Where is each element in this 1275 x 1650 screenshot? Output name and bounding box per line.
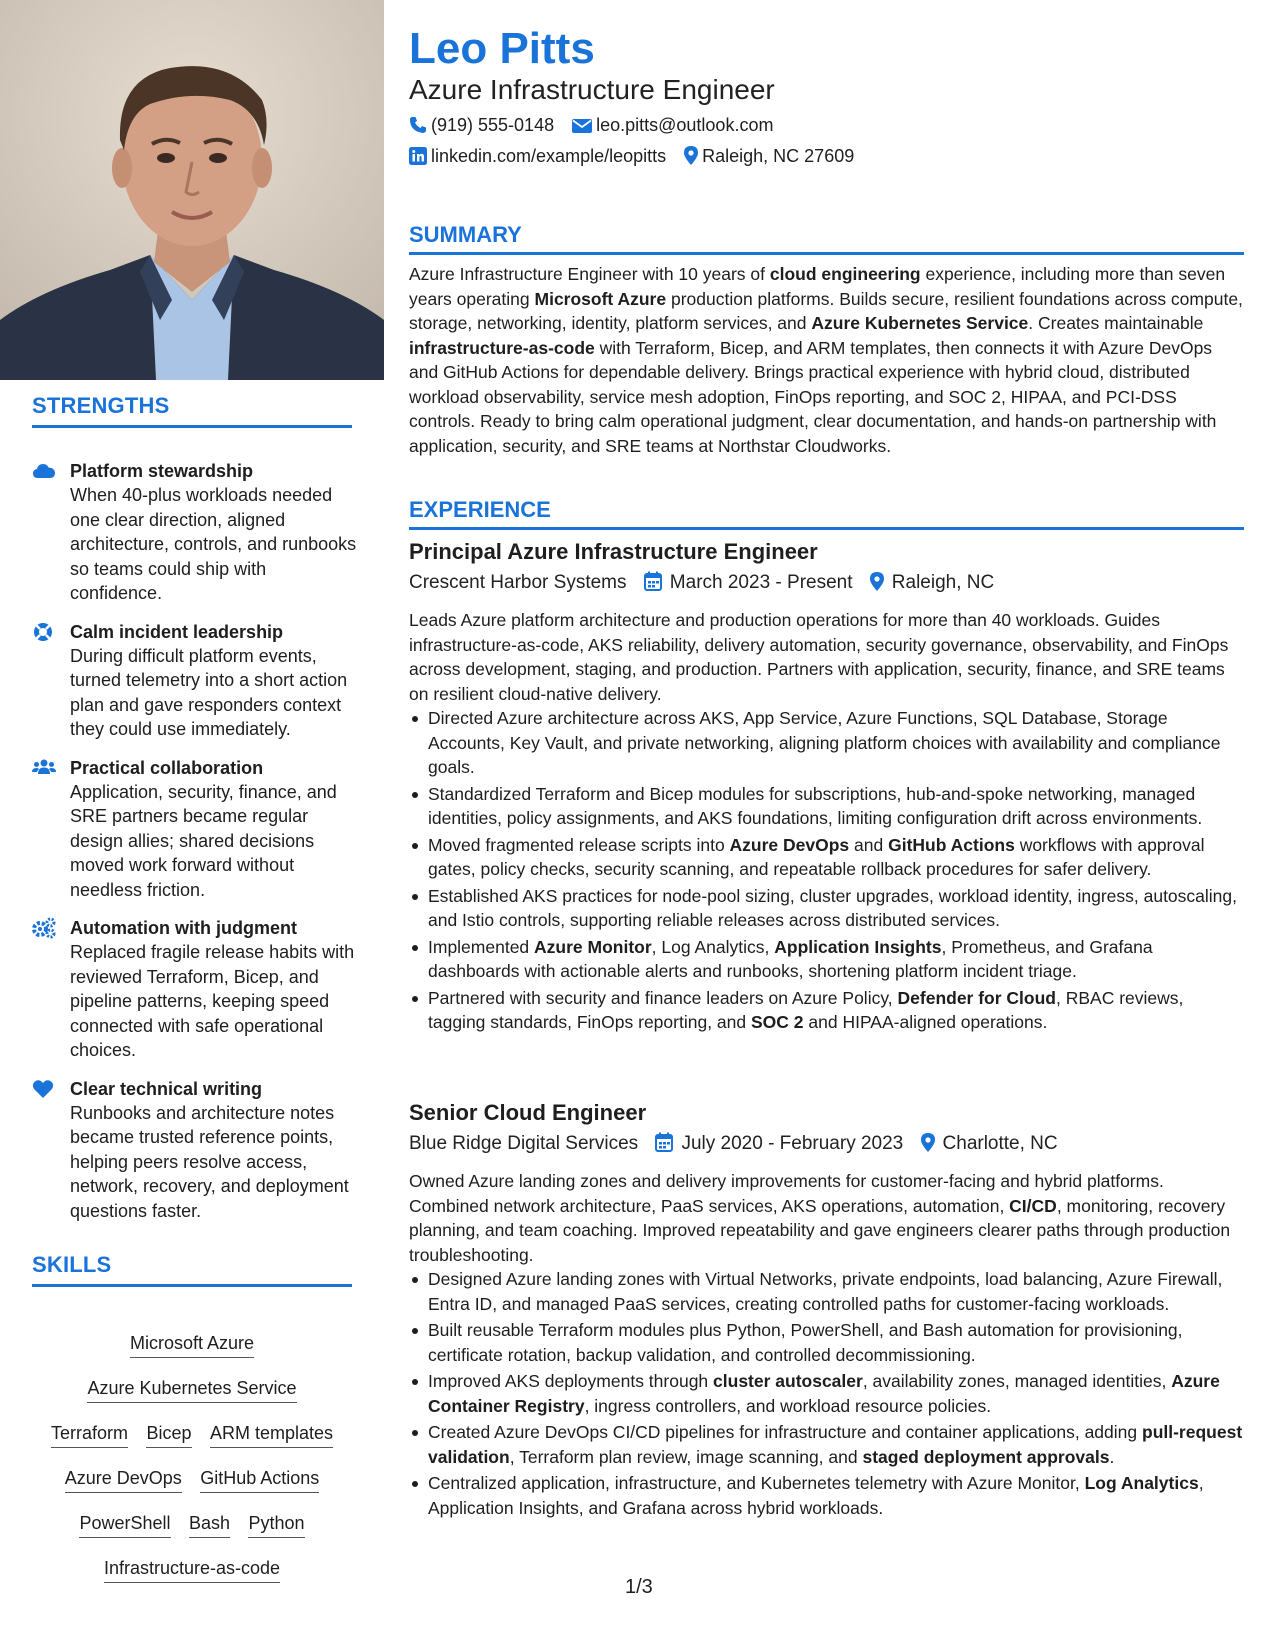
skill-tag: ARM templates <box>210 1422 333 1448</box>
job-bullet: Implemented Azure Monitor, Log Analytics, Application Insights, Prometheus, and Grafana dashboards with actionable alerts and runbooks, shortening platform incident triage. <box>409 935 1244 984</box>
left-column <box>0 0 384 1650</box>
strength-title: Clear technical writing <box>70 1078 263 1099</box>
skills-heading: SKILLS <box>32 1252 352 1287</box>
location-pin-icon <box>870 572 884 591</box>
skills-list <box>32 1332 352 1602</box>
job-bullets <box>409 1267 1244 1522</box>
users-icon <box>32 757 56 779</box>
linkedin-icon <box>409 147 427 165</box>
skill-tag: Microsoft Azure <box>130 1332 254 1358</box>
envelope-icon <box>572 118 592 134</box>
strength-item <box>32 916 357 1063</box>
skill-tag: Azure DevOps <box>65 1467 182 1493</box>
strength-desc: Replaced fragile release habits with reviewed Terraform, Bicep, and pipeline patterns, keeping speed connected with safe operational choices. <box>70 942 355 1060</box>
job-bullet: Designed Azure landing zones with Virtual Networks, private endpoints, load balancing, Azure Firewall, Entra ID, and managed PaaS services, creating controlled paths for customer-facing workloads. <box>409 1267 1244 1316</box>
job-meta <box>409 1131 1058 1157</box>
strengths-heading: STRENGTHS <box>32 393 352 428</box>
job-role: Principal Azure Infrastructure Engineer <box>409 539 818 564</box>
profile-photo <box>0 0 384 380</box>
strength-title: Practical collaboration <box>70 757 264 778</box>
strength-desc: When 40-plus workloads needed one clear direction, aligned architecture, controls, and runbooks so teams could ship with confidence. <box>70 485 357 603</box>
experience-heading: EXPERIENCE <box>409 497 1244 530</box>
strength-title: Platform stewardship <box>70 461 254 481</box>
job-dates: July 2020 - February 2023 <box>681 1133 904 1154</box>
skill-tag: Bash <box>189 1512 230 1538</box>
job-bullet: Centralized application, infrastructure, and Kubernetes telemetry with Azure Monitor, Log Analytics, Application Insights, and Grafana across hybrid workloads. <box>409 1471 1244 1520</box>
job-bullet: Improved AKS deployments through cluster autoscaler, availability zones, managed identities, Azure Container Registry, ingress controllers, and workload resource policies. <box>409 1369 1244 1418</box>
job-dates: March 2023 - Present <box>669 572 853 593</box>
strength-item <box>32 620 357 742</box>
job-bullet: Partnered with security and finance leaders on Azure Policy, Defender for Cloud, RBAC reviews, tagging standards, FinOps reporting, and SOC 2 and HIPAA-aligned operations. <box>409 986 1244 1035</box>
phone-number[interactable]: (919) 555-0148 <box>431 115 555 135</box>
job-intro: Leads Azure platform architecture and production operations for more than 40 workloads. Guides infrastructure-as-code, AKS reliability, delivery automation, security governance, observability, and FinOps across development, staging, and production. Partners with application, security, finance, and SRE teams on resilient cloud-native delivery. <box>409 610 1229 704</box>
email-link[interactable]: leo.pitts@outlook.com <box>596 115 774 135</box>
strength-item <box>32 459 357 606</box>
strength-desc: Runbooks and architecture notes became trusted reference points, helping peers resolve access, network, recovery, and deployment questions faster. <box>70 1102 349 1221</box>
skill-tag: Infrastructure-as-code <box>104 1557 280 1583</box>
skill-tag: Azure Kubernetes Service <box>87 1377 296 1403</box>
contact-row-1 <box>409 114 773 136</box>
calendar-icon <box>644 571 662 591</box>
location-pin-icon <box>921 1133 935 1152</box>
skill-tag: PowerShell <box>79 1512 170 1538</box>
strength-title: Calm incident leadership <box>70 621 284 642</box>
location-pin-icon <box>684 146 698 165</box>
job-bullet: Standardized Terraform and Bicep modules for subscriptions, hub-and-spoke networking, managed identities, policy assignments, and AKS foundations, limiting configuration drift across environments. <box>409 782 1244 831</box>
job-company: Blue Ridge Digital Services <box>409 1133 639 1154</box>
cloud-icon <box>32 460 56 482</box>
phone-icon <box>409 116 427 134</box>
candidate-name: Leo Pitts <box>409 24 595 73</box>
job-bullet: Created Azure DevOps CI/CD pipelines for infrastructure and container applications, adding pull-request validation, Terraform plan review, image scanning, and staged deployment approvals. <box>409 1420 1244 1469</box>
calendar-icon <box>655 1132 673 1152</box>
strength-desc: Application, security, finance, and SRE partners became regular design allies; shared decisions moved work forward without needless friction. <box>70 781 337 900</box>
linkedin-link[interactable]: linkedin.com/example/leopitts <box>431 146 667 166</box>
candidate-title: Azure Infrastructure Engineer <box>409 74 775 105</box>
contact-row-2 <box>409 145 854 167</box>
job-meta <box>409 570 994 596</box>
summary-text: Azure Infrastructure Engineer with 10 years of cloud engineering experience, including more than seven years operating Microsoft Azure production platforms. Builds secure, resilient foundations across compute, storage, networking, identity, platform services, and Azure Kubernetes Service. Creates maintainable infrastructure-as-code with Terraform, Bicep, and ARM templates, then connects it with Azure DevOps and GitHub Actions for dependable delivery. Brings practical experience with hybrid cloud, distributed workload observability, service mesh adoption, FinOps reporting, and SOC 2, HIPAA, and PCI-DSS controls. Ready to bring calm operational judgment, clear documentation, and hands-on partnership with application, security, and SRE teams at Northstar Cloudworks. <box>409 264 1243 456</box>
skill-tag: Terraform <box>51 1422 128 1448</box>
location-text: Raleigh, NC 27609 <box>702 146 855 166</box>
heart-icon <box>32 1078 56 1100</box>
job-bullet: Directed Azure architecture across AKS, App Service, Azure Functions, SQL Database, Storage Accounts, Key Vault, and private networking, aligning platform choices with availability and compliance goals. <box>409 706 1244 780</box>
job-role: Senior Cloud Engineer <box>409 1100 647 1125</box>
strength-title: Automation with judgment <box>70 918 297 938</box>
gears-icon <box>32 917 56 939</box>
job-bullets <box>409 706 1244 1037</box>
job-bullet: Moved fragmented release scripts into Azure DevOps and GitHub Actions workflows with approval gates, policy checks, security scanning, and repeatable rollback procedures for safer delivery. <box>409 833 1244 882</box>
job-company: Crescent Harbor Systems <box>409 572 627 593</box>
job-location: Charlotte, NC <box>942 1133 1058 1154</box>
skill-tag: GitHub Actions <box>200 1467 319 1493</box>
strength-desc: During difficult platform events, turned telemetry into a short action plan and gave responders context they could use immediately. <box>70 645 348 739</box>
job-location: Raleigh, NC <box>891 572 995 593</box>
job-bullet: Built reusable Terraform modules plus Python, PowerShell, and Bash automation for provisioning, certificate rotation, backup validation, and controlled decommissioning. <box>409 1318 1244 1367</box>
summary-heading: SUMMARY <box>409 222 1244 255</box>
job-bullet: Established AKS practices for node-pool sizing, cluster upgrades, workload identity, ingress, autoscaling, and Istio controls, supporting reliable releases across distributed services. <box>409 884 1244 933</box>
skill-tag: Python <box>248 1512 304 1538</box>
skill-tag: Bicep <box>146 1422 191 1448</box>
strength-item <box>32 756 357 903</box>
strengths-list <box>32 459 357 1237</box>
lifebuoy-icon <box>32 621 56 643</box>
page-number: 1/3 <box>625 1576 653 1598</box>
strength-item <box>32 1077 357 1224</box>
job-intro: Owned Azure landing zones and delivery improvements for customer-facing and hybrid platforms. Combined network architecture, PaaS services, AKS operations, automation, CI/CD, monitoring, recovery planning, and team coaching. Improved repeatability and gave engineers clearer paths through production troubleshooting. <box>409 1171 1231 1265</box>
